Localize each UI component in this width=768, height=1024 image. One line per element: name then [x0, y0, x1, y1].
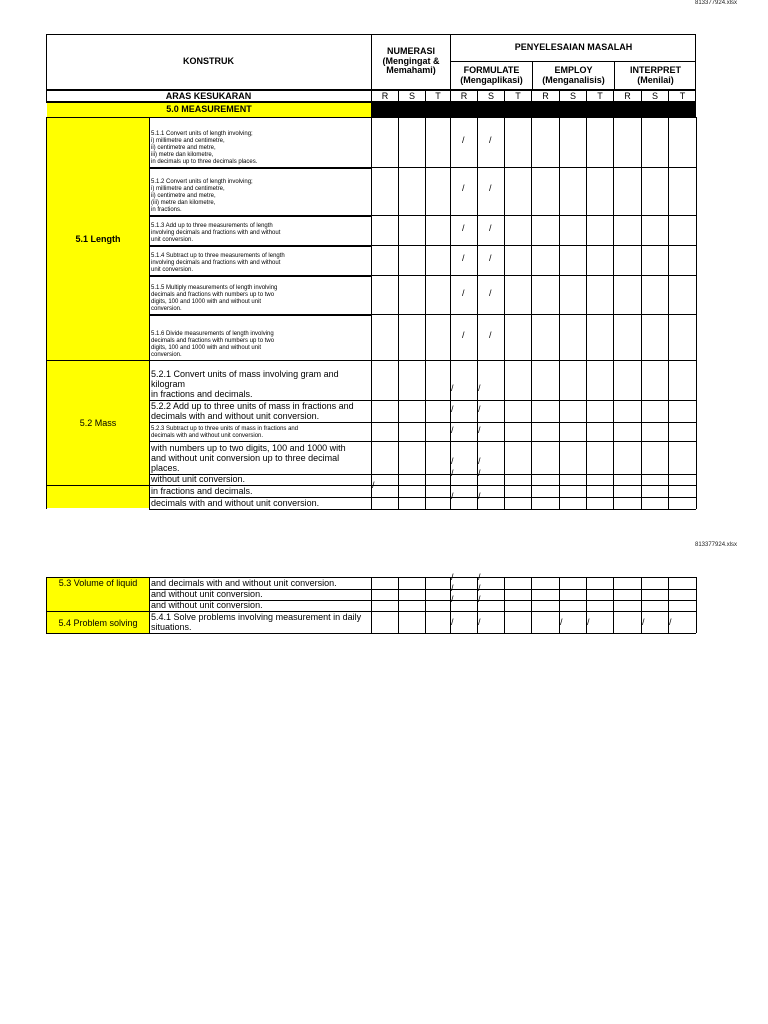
- topic-divider: [46, 611, 149, 612]
- difficulty-level-cell: T: [504, 89, 531, 102]
- file-name-label-page2: 813377924.xlsx: [695, 542, 738, 548]
- competency-description: 5.1.4 Subtract up to three measurements of length involving decimals and fractions with and without unit conversion.: [151, 253, 285, 273]
- column-divider: [371, 577, 372, 633]
- column-divider: [504, 577, 505, 633]
- tick-mark: /: [462, 330, 465, 340]
- tick-mark: /: [451, 468, 454, 478]
- column-divider: [531, 577, 532, 633]
- tick-mark: /: [478, 425, 481, 435]
- difficulty-level-cell: T: [668, 89, 696, 102]
- tick-mark: /: [451, 572, 454, 582]
- konstruk-header: KONSTRUK: [183, 55, 234, 66]
- column-divider: [425, 577, 426, 633]
- difficulty-level-cell: S: [559, 89, 586, 102]
- difficulty-level-cell: S: [641, 89, 668, 102]
- tick-mark: /: [462, 183, 465, 193]
- topic-length: 5.1 Length: [47, 118, 150, 360]
- column-divider: [46, 577, 47, 633]
- competency-description: 5.1.1 Convert units of length involving; i) millimetre and centimetre, ii) centimetre and metre, iii) metre dan kilometre, in decimals up to three decimals places.: [151, 131, 258, 165]
- competency-description: 5.2.1 Convert units of mass involving gram and kilogram in fractions and decimals.: [151, 369, 339, 399]
- penyelesaian-header: PENYELESAIAN MASALAH: [450, 34, 696, 62]
- competency-description: decimals with and without unit conversion.: [151, 498, 320, 508]
- competency-description: 5.1.2 Convert units of length involving; i) millimetre and centimetre, ii) centimetre and metre, (iii) metre dan kilometre, in fractions.: [151, 179, 253, 213]
- tick-mark: /: [462, 288, 465, 298]
- difficulty-level-cell: T: [425, 89, 450, 102]
- topic-volume: 5.3 Volume of liquid: [47, 577, 149, 611]
- tick-mark: /: [478, 383, 481, 393]
- difficulty-level-cell: S: [398, 89, 425, 102]
- column-divider: [641, 577, 642, 633]
- tick-mark: /: [462, 253, 465, 263]
- tick-mark: /: [642, 617, 645, 627]
- tick-mark: /: [451, 491, 454, 501]
- tick-mark: /: [478, 594, 481, 604]
- column-divider: [586, 577, 587, 633]
- interpret-header: INTERPRET (Menilai): [614, 62, 696, 89]
- tick-mark: /: [451, 383, 454, 393]
- tick-mark: /: [462, 135, 465, 145]
- difficulty-level-cell: S: [477, 89, 504, 102]
- competency-description: 5.1.3 Add up to three measurements of length involving decimals and fractions with and without unit conversion.: [151, 223, 281, 243]
- tick-mark: /: [478, 491, 481, 501]
- column-divider: [613, 577, 614, 633]
- column-divider: [450, 577, 451, 633]
- tick-mark: /: [451, 404, 454, 414]
- competency-description: 5.1.5 Multiply measurements of length involving decimals and fractions with numbers up to two digits, 100 and 1000 with and without unit conversion.: [151, 285, 278, 312]
- numerasi-header: NUMERASI (Mengingat & Memahami): [371, 34, 450, 89]
- column-divider: [398, 577, 399, 633]
- formulate-header: FORMULATE (Mengaplikasi): [450, 62, 532, 89]
- column-divider: [668, 577, 669, 633]
- tick-mark: /: [478, 617, 481, 627]
- tick-mark: /: [489, 253, 492, 263]
- competency-description: 5.4.1 Solve problems involving measurement in daily situations.: [151, 612, 362, 632]
- tick-mark: /: [478, 456, 481, 466]
- column-divider: [559, 577, 560, 633]
- tick-mark: /: [451, 425, 454, 435]
- difficulty-level-cell: R: [531, 89, 559, 102]
- tick-mark: /: [489, 288, 492, 298]
- tick-mark: /: [451, 456, 454, 466]
- employ-header: EMPLOY (Menganalisis): [532, 62, 614, 89]
- row-divider: [46, 633, 696, 634]
- tick-mark: /: [489, 330, 492, 340]
- column-divider: [149, 577, 150, 633]
- section-title: 5.0 MEASUREMENT: [47, 103, 371, 117]
- competency-description: and without unit conversion.: [151, 600, 263, 610]
- tick-mark: /: [587, 617, 590, 627]
- tick-mark: /: [478, 572, 481, 582]
- tick-mark: /: [489, 135, 492, 145]
- competency-description: in fractions and decimals.: [151, 486, 253, 496]
- tick-mark: /: [478, 583, 481, 593]
- tick-mark: /: [478, 468, 481, 478]
- file-name-label: 813377924.xlsx: [695, 0, 738, 6]
- difficulty-level-cell: R: [371, 89, 398, 102]
- competency-description: without unit conversion.: [151, 474, 246, 484]
- tick-mark: /: [451, 594, 454, 604]
- tick-mark: /: [669, 617, 672, 627]
- tick-mark: /: [489, 223, 492, 233]
- tick-mark: /: [478, 404, 481, 414]
- tick-mark: /: [489, 183, 492, 193]
- column-divider: [477, 577, 478, 633]
- column-divider: [696, 577, 697, 633]
- tick-mark: /: [560, 617, 563, 627]
- competency-description: 5.2.3 Subtract up to three units of mass in fractions and decimals with and without unit conversion.: [151, 426, 299, 439]
- difficulty-level-cell: R: [613, 89, 641, 102]
- difficulty-level-cell: R: [450, 89, 477, 102]
- tick-mark: /: [462, 223, 465, 233]
- competency-description: and without unit conversion.: [151, 589, 263, 599]
- topic-mass: 5.2 Mass: [47, 361, 149, 485]
- aras-kesukaran-header: ARAS KESUKARAN: [46, 89, 371, 102]
- topic-problem-solving: 5.4 Problem solving: [47, 612, 149, 633]
- tick-mark: /: [451, 583, 454, 593]
- competency-description: 5.2.2 Add up to three units of mass in fractions and decimals with and without unit conversion.: [151, 401, 354, 421]
- competency-description: with numbers up to two digits, 100 and 1000 with and without unit conversion up to three decimal places.: [151, 443, 346, 473]
- tick-mark: /: [451, 617, 454, 627]
- competency-description: 5.1.6 Divide measurements of length involving decimals and fractions with numbers up to two digits, 100 and 1000 with and without unit conversion.: [151, 331, 275, 358]
- competency-description: and decimals with and without unit conversion.: [151, 578, 337, 588]
- tick-mark: /: [372, 480, 375, 490]
- difficulty-level-cell: T: [586, 89, 613, 102]
